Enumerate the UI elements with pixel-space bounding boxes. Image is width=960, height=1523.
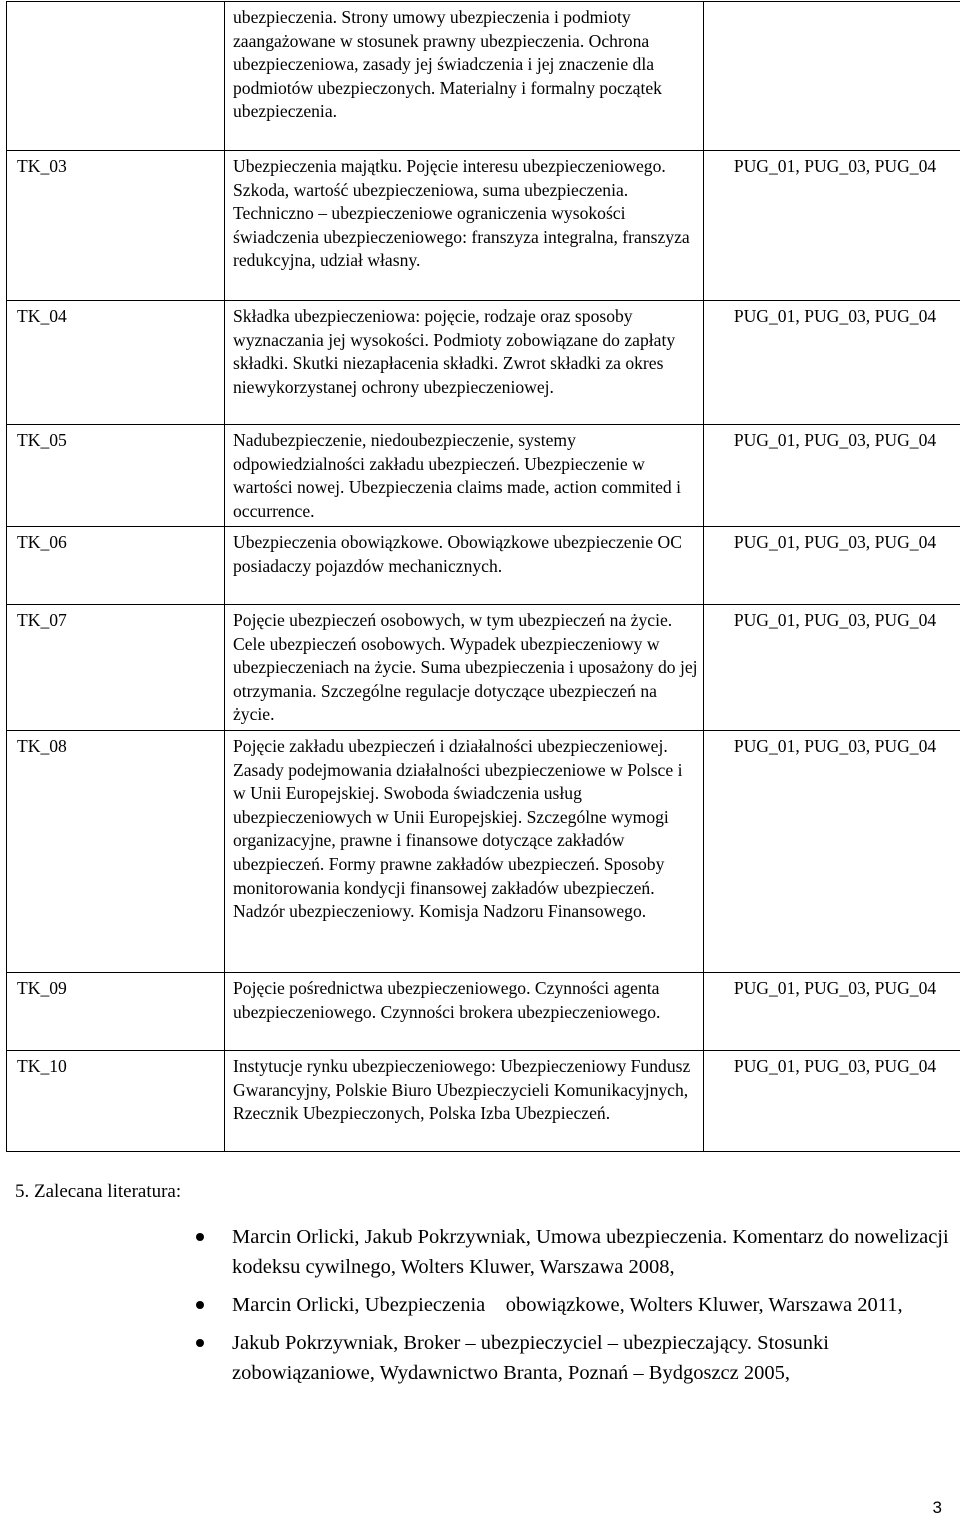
topic-code (7, 2, 225, 151)
list-item (190, 1328, 950, 1388)
topic-code: TK_06 (7, 527, 225, 605)
table-row (7, 731, 960, 973)
content-table-body (7, 2, 960, 1152)
bullet-icon (196, 1233, 204, 1241)
topic-code: TK_05 (7, 425, 225, 527)
topic-outcomes: PUG_01, PUG_03, PUG_04 (704, 151, 960, 301)
table-row (7, 151, 960, 301)
topic-content: Nadubezpieczenie, niedoubezpieczenie, systemy odpowiedzialności zakładu ubezpieczeń. Ubezpieczenie w wartości nowej. Ubezpieczenia claims made, action commited i occurrence. (225, 425, 704, 527)
table-row (7, 1051, 960, 1152)
bullet-icon (196, 1339, 204, 1347)
content-table (6, 1, 960, 1152)
topic-content: Ubezpieczenia obowiązkowe. Obowiązkowe ubezpieczenie OC posiadaczy pojazdów mechanicznych. (225, 527, 704, 605)
table-row (7, 527, 960, 605)
topic-code: TK_08 (7, 731, 225, 973)
topic-content: Pojęcie ubezpieczeń osobowych, w tym ubezpieczeń na życie. Cele ubezpieczeń osobowych. Wypadek ubezpieczeniowy w ubezpieczeniach na życie. Suma ubezpieczenia i uposażony do jej otrzymania. Szczególne regulacje dotyczące ubezpieczeń na życie. (225, 605, 704, 731)
page-number: 3 (932, 1498, 942, 1517)
literature-list (190, 1222, 950, 1396)
topic-outcomes: PUG_01, PUG_03, PUG_04 (704, 527, 960, 605)
list-item (190, 1222, 950, 1282)
topic-outcomes (704, 2, 960, 151)
literature-heading: 5. Zalecana literatura: (15, 1181, 182, 1202)
topic-content: Ubezpieczenia majątku. Pojęcie interesu ubezpieczeniowego. Szkoda, wartość ubezpieczeniowa, suma ubezpieczenia. Techniczno – ubezpieczeniowe ograniczenia wysokości świadczenia ubezpieczeniowego: franszyza integralna, franszyza redukcyjna, udział własny. (225, 151, 704, 301)
table-row (7, 605, 960, 731)
topic-content: Składka ubezpieczeniowa: pojęcie, rodzaje oraz sposoby wyznaczania jej wysokości. Podmioty zobowiązane do zapłaty składki. Skutki niezapłacenia składki. Zwrot składki za okres niewykorzystanej ochrony ubezpieczeniowej. (225, 301, 704, 425)
topic-code: TK_07 (7, 605, 225, 731)
bullet-icon (196, 1301, 204, 1309)
topic-outcomes: PUG_01, PUG_03, PUG_04 (704, 301, 960, 425)
topic-code: TK_04 (7, 301, 225, 425)
table-row (7, 301, 960, 425)
topic-outcomes: PUG_01, PUG_03, PUG_04 (704, 1051, 960, 1152)
topic-content: ubezpieczenia. Strony umowy ubezpieczenia i podmioty zaangażowane w stosunek prawny ubezpieczenia. Ochrona ubezpieczeniowa, zasady jej świadczenia i jej znaczenie dla podmiotów ubezpieczonych. Materialny i formalny początek ubezpieczenia. (225, 2, 704, 151)
topic-outcomes: PUG_01, PUG_03, PUG_04 (704, 425, 960, 527)
table-row (7, 2, 960, 151)
topic-outcomes: PUG_01, PUG_03, PUG_04 (704, 973, 960, 1051)
topic-code: TK_09 (7, 973, 225, 1051)
topic-content: Instytucje rynku ubezpieczeniowego: Ubezpieczeniowy Fundusz Gwarancyjny, Polskie Biuro Ubezpieczycieli Komunikacyjnych, Rzecznik Ubezpieczonych, Polska Izba Ubezpieczeń. (225, 1051, 704, 1152)
table-row (7, 973, 960, 1051)
literature-entry: Marcin Orlicki, Ubezpieczenia obowiązkowe, Wolters Kluwer, Warszawa 2011, (232, 1294, 903, 1316)
topic-code: TK_10 (7, 1051, 225, 1152)
topic-outcomes: PUG_01, PUG_03, PUG_04 (704, 605, 960, 731)
literature-entry: Marcin Orlicki, Jakub Pokrzywniak, Umowa ubezpieczenia. Komentarz do nowelizacji kodeksu cywilnego, Wolters Kluwer, Warszawa 2008, (232, 1226, 949, 1278)
topic-code: TK_03 (7, 151, 225, 301)
table-row (7, 425, 960, 527)
list-item (190, 1290, 950, 1320)
topic-content: Pojęcie pośrednictwa ubezpieczeniowego. Czynności agenta ubezpieczeniowego. Czynności brokera ubezpieczeniowego. (225, 973, 704, 1051)
topic-outcomes: PUG_01, PUG_03, PUG_04 (704, 731, 960, 973)
topic-content: Pojęcie zakładu ubezpieczeń i działalności ubezpieczeniowej. Zasady podejmowania działalności ubezpieczeniowe w Polsce i w Unii Europejskiej. Swoboda świadczenia usług ubezpieczeniowych w Unii Europejskiej. Szczególne wymogi organizacyjne, prawne i finansowe dotyczące zakładów ubezpieczeń. Formy prawne zakładów ubezpieczeń. Sposoby monitorowania kondycji finansowej zakładów ubezpieczeń. Nadzór ubezpieczeniowy. Komisja Nadzoru Finansowego. (225, 731, 704, 973)
literature-entry: Jakub Pokrzywniak, Broker – ubezpieczyciel – ubezpieczający. Stosunki zobowiązaniowe, Wydawnictwo Branta, Poznań – Bydgoszcz 2005, (232, 1332, 829, 1384)
